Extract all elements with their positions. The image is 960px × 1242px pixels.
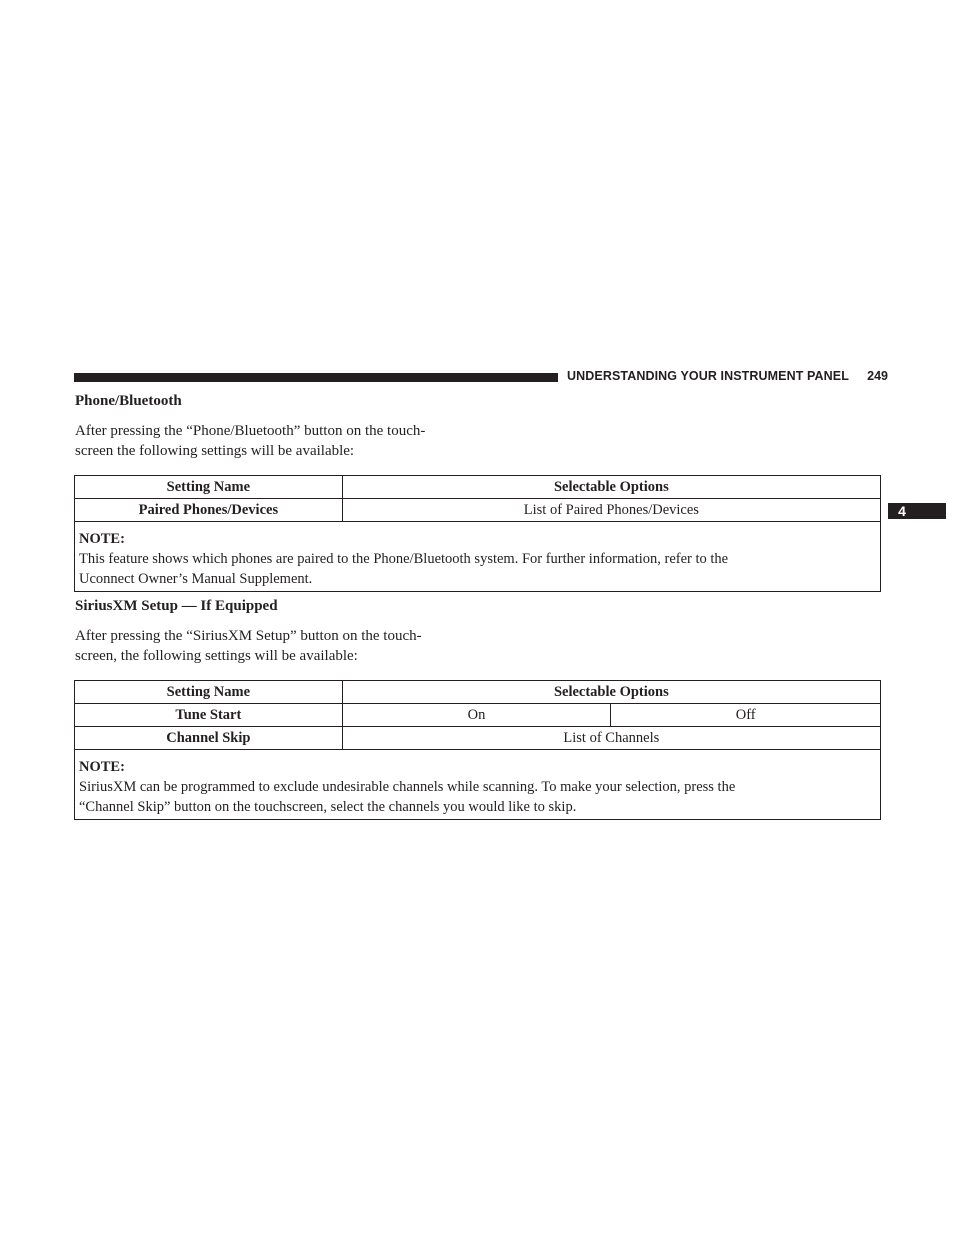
table-header-row [75,476,881,499]
phone-intro-paragraph [75,421,475,461]
phone-intro-line: screen the following settings will be available: [75,443,355,459]
note-line: Uconnect Owner’s Manual Supplement. [79,571,313,587]
setting-option-off: Off [611,704,881,727]
section-heading-siriusxm-setup: SiriusXM Setup — If Equipped [75,598,278,614]
note-label: NOTE: [79,759,125,775]
section-heading-phone-bluetooth: Phone/Bluetooth [75,393,182,409]
running-header-title: UNDERSTANDING YOUR INSTRUMENT PANEL [567,369,849,383]
note-line: “Channel Skip” button on the touchscreen, select the channels you would like to skip. [79,799,577,815]
table-row [75,704,881,727]
phone-note [75,522,881,592]
phone-settings-table [74,475,881,592]
setting-name-channel-skip: Channel Skip [75,727,343,750]
setting-name-tune-start: Tune Start [75,704,343,727]
sirius-intro-line: After pressing the “SiriusXM Setup” button on the touch- [75,628,422,644]
column-header-selectable-options: Selectable Options [342,476,880,499]
sirius-note [75,750,881,820]
column-header-setting-name: Setting Name [75,681,343,704]
column-header-setting-name: Setting Name [75,476,343,499]
note-line: This feature shows which phones are paired to the Phone/Bluetooth system. For further information, refer to the [79,551,729,567]
note-label: NOTE: [79,531,125,547]
table-note-row [75,522,881,592]
setting-option-on: On [342,704,611,727]
table-note-row [75,750,881,820]
column-header-selectable-options: Selectable Options [342,681,880,704]
table-row [75,499,881,522]
setting-option-list-of-channels: List of Channels [342,727,880,750]
phone-intro-line: After pressing the “Phone/Bluetooth” button on the touch- [75,423,426,439]
page-number: 249 [867,369,888,383]
setting-name-paired-phones: Paired Phones/Devices [75,499,343,522]
sirius-intro-paragraph [75,626,475,666]
chapter-tab-number: 4 [898,503,906,519]
siriusxm-settings-table [74,680,881,820]
chapter-tab [888,503,946,519]
note-line: SiriusXM can be programmed to exclude undesirable channels while scanning. To make your selection, press the [79,779,736,795]
sirius-intro-line: screen, the following settings will be available: [75,648,358,664]
table-header-row [75,681,881,704]
header-rule [74,373,558,382]
table-row [75,727,881,750]
setting-option-paired-phones: List of Paired Phones/Devices [342,499,880,522]
